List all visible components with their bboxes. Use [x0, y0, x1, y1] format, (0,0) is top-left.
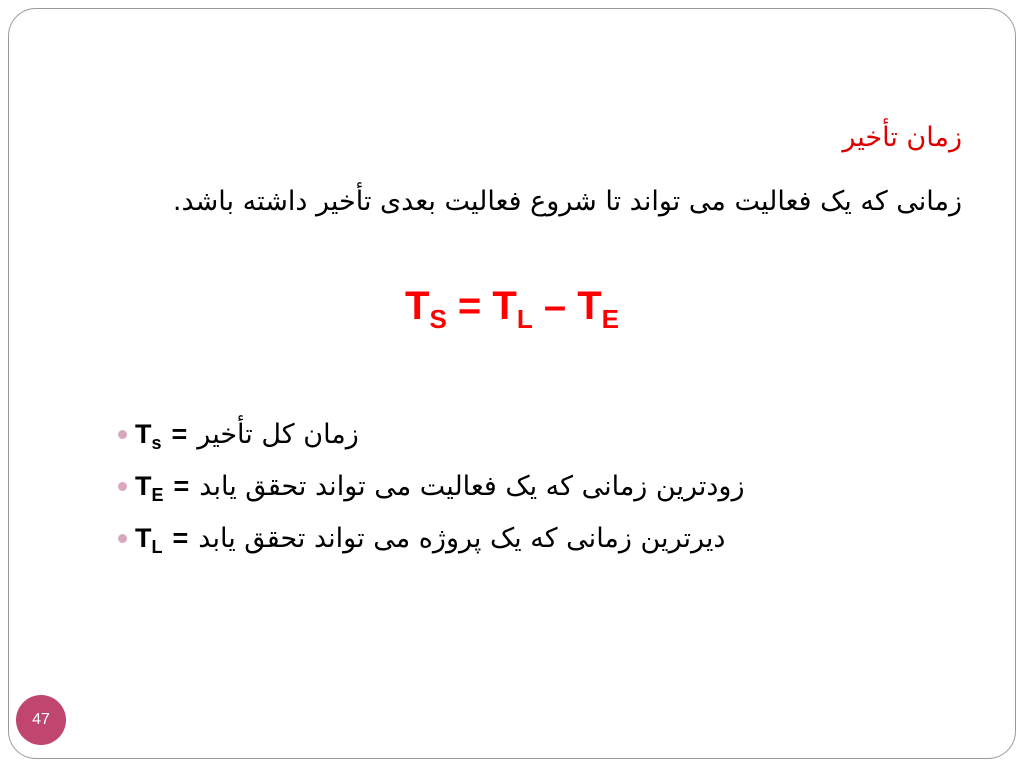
slide-frame: [8, 8, 1016, 759]
page-number-badge: 47: [16, 695, 66, 745]
formula-term1-sub: L: [516, 304, 533, 334]
bullet-text: دیرترین زمانی که یک پروژه می تواند تحقق یابد: [198, 522, 726, 554]
bullet-symbol-sub: E: [151, 484, 164, 505]
bullet-dot-icon: [118, 482, 127, 491]
bullet-symbol-base: T: [135, 470, 152, 501]
slide-heading: زمان تأخیر: [842, 122, 962, 153]
bullet-symbol-sub: L: [151, 536, 163, 557]
intro-paragraph: زمانی که یک فعالیت می تواند تا شروع فعالیت بعدی تأخیر داشته باشد.: [172, 186, 962, 217]
formula-term2: [577, 284, 619, 334]
bullet-symbol-sub: s: [151, 432, 162, 453]
formula-lhs-sub: S: [429, 304, 447, 334]
bullet-text: زمان کل تأخیر: [197, 418, 359, 450]
bullet-symbol: [135, 470, 164, 505]
bullet-text: زودترین زمانی که یک فعالیت می تواند تحقق یابد: [199, 470, 745, 502]
formula-lhs: [405, 284, 447, 334]
formula-minus: –: [543, 284, 567, 328]
definition-list: [118, 408, 745, 564]
formula-term2-sub: E: [601, 304, 619, 334]
bullet-symbol-base: T: [135, 522, 152, 553]
bullet-dot-icon: [118, 534, 127, 543]
list-item: [118, 460, 745, 512]
list-item: [118, 512, 745, 564]
bullet-equals: =: [171, 418, 188, 449]
bullet-equals: =: [173, 470, 190, 501]
bullet-symbol: [135, 522, 163, 557]
formula-term1: [492, 284, 533, 334]
list-item: [118, 408, 745, 460]
formula-term1-base: T: [492, 284, 517, 328]
formula-term2-base: T: [577, 284, 602, 328]
bullet-dot-icon: [118, 430, 127, 439]
slack-formula: [0, 284, 1024, 334]
bullet-equals: =: [172, 522, 189, 553]
formula-equals: =: [457, 284, 482, 328]
bullet-symbol: [135, 418, 162, 453]
formula-lhs-base: T: [405, 284, 430, 328]
bullet-symbol-base: T: [135, 418, 152, 449]
